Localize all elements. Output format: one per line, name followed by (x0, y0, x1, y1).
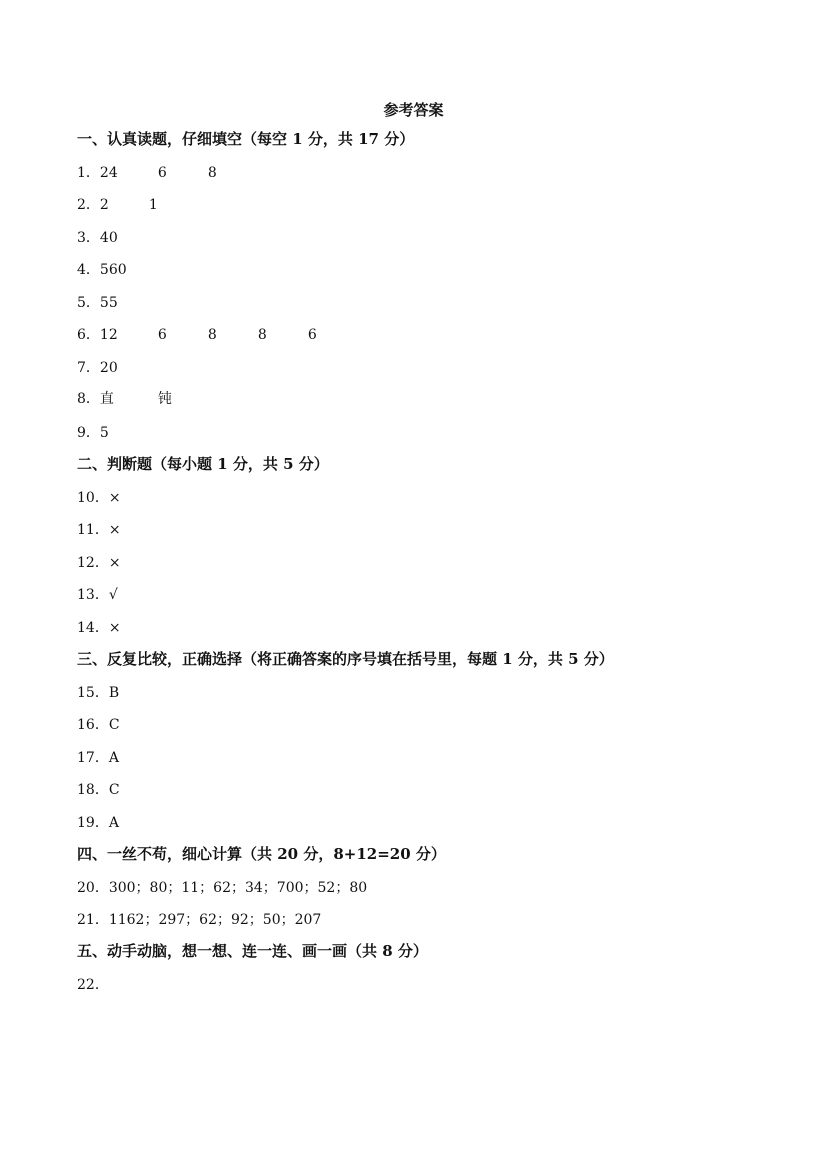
answer-line-12 (77, 552, 121, 572)
answer-value: 560 (99, 262, 127, 278)
answer-value: × (108, 490, 121, 506)
answer-value: C (108, 782, 120, 798)
answer-number: 15． (77, 685, 109, 701)
answer-value: 6 (307, 327, 317, 343)
answer-number: 12． (77, 555, 109, 571)
answer-value: 40 (99, 230, 118, 246)
answer-line-4 (77, 259, 127, 279)
section-heading-4: 四、一丝不苟，细心计算（共 20 分，8+12=20 分） (77, 845, 446, 863)
section-heading-3: 三、反复比较，正确选择（将正确答案的序号填在括号里，每题 1 分，共 5 分） (77, 650, 614, 668)
answer-value: 钝 (157, 391, 172, 407)
answer-value: 8 (207, 165, 217, 181)
answer-value: √ (108, 587, 118, 603)
answer-value: 5 (99, 425, 109, 441)
page-title: 参考答案 (383, 101, 444, 119)
answer-value: × (108, 555, 121, 571)
answer-number: 7． (77, 360, 100, 376)
answer-number: 3． (77, 230, 100, 246)
answer-number: 6． (77, 327, 100, 343)
answer-line-16 (77, 714, 120, 734)
answer-value: 24 (99, 165, 118, 181)
answer-value: A (108, 750, 119, 766)
answer-number: 9． (77, 425, 100, 441)
answer-line-9 (77, 422, 109, 442)
answer-value: A (108, 815, 119, 831)
answer-line-11 (77, 519, 121, 539)
answer-line-17 (77, 747, 119, 767)
answer-value: B (108, 685, 120, 701)
answer-line-21 (77, 909, 321, 929)
answer-value: 300；80；11；62；34；700；52；80 (108, 880, 368, 896)
section-heading-5: 五、动手动脑，想一想、连一连、画一画（共 8 分） (77, 942, 428, 960)
answer-line-10 (77, 487, 121, 507)
answer-line-6 (77, 324, 317, 344)
answer-line-15 (77, 682, 119, 702)
answer-line-2 (77, 194, 158, 214)
answer-value: 55 (99, 295, 118, 311)
answer-value: 20 (99, 360, 118, 376)
answer-number: 16． (77, 717, 109, 733)
answer-value: × (108, 620, 121, 636)
answer-value: 直 (99, 391, 114, 407)
answer-line-18 (77, 779, 120, 799)
answer-number: 18． (77, 782, 109, 798)
answer-line-1 (77, 162, 217, 182)
answer-number: 14． (77, 620, 109, 636)
section-heading-1: 一、认真读题，仔细填空（每空 1 分，共 17 分） (77, 130, 415, 148)
answer-line-5 (77, 292, 118, 312)
answer-number: 4． (77, 262, 100, 278)
answer-value: 6 (157, 327, 167, 343)
answer-number: 19． (77, 815, 109, 831)
answer-value: 8 (207, 327, 217, 343)
answer-number: 13． (77, 587, 109, 603)
answer-number: 2． (77, 197, 100, 213)
answer-line-7 (77, 357, 118, 377)
answer-number: 1． (77, 165, 100, 181)
answer-value: 1 (148, 197, 158, 213)
answer-number: 17． (77, 750, 109, 766)
answer-value: 1162；297；62；92；50；207 (108, 912, 322, 928)
answer-number: 8． (77, 391, 100, 407)
answer-value: 12 (99, 327, 118, 343)
section-heading-2: 二、判断题（每小题 1 分，共 5 分） (77, 455, 329, 473)
answer-value: 8 (257, 327, 267, 343)
answer-number: 21． (77, 912, 109, 928)
answer-value: × (108, 522, 121, 538)
answer-value: 6 (157, 165, 167, 181)
answer-value: 2 (99, 197, 109, 213)
answer-line-19 (77, 812, 119, 832)
answer-line-14 (77, 617, 121, 637)
answer-line-3 (77, 227, 118, 247)
answer-line-13 (77, 584, 118, 604)
answer-number: 20． (77, 880, 109, 896)
answer-line-8 (77, 388, 172, 408)
answer-number: 10． (77, 490, 109, 506)
answer-line-20 (77, 877, 367, 897)
answer-number: 5． (77, 295, 100, 311)
answer-number: 22． (77, 977, 109, 993)
answer-number: 11． (77, 522, 109, 538)
answer-value: C (108, 717, 120, 733)
answer-line-22 (77, 974, 109, 994)
